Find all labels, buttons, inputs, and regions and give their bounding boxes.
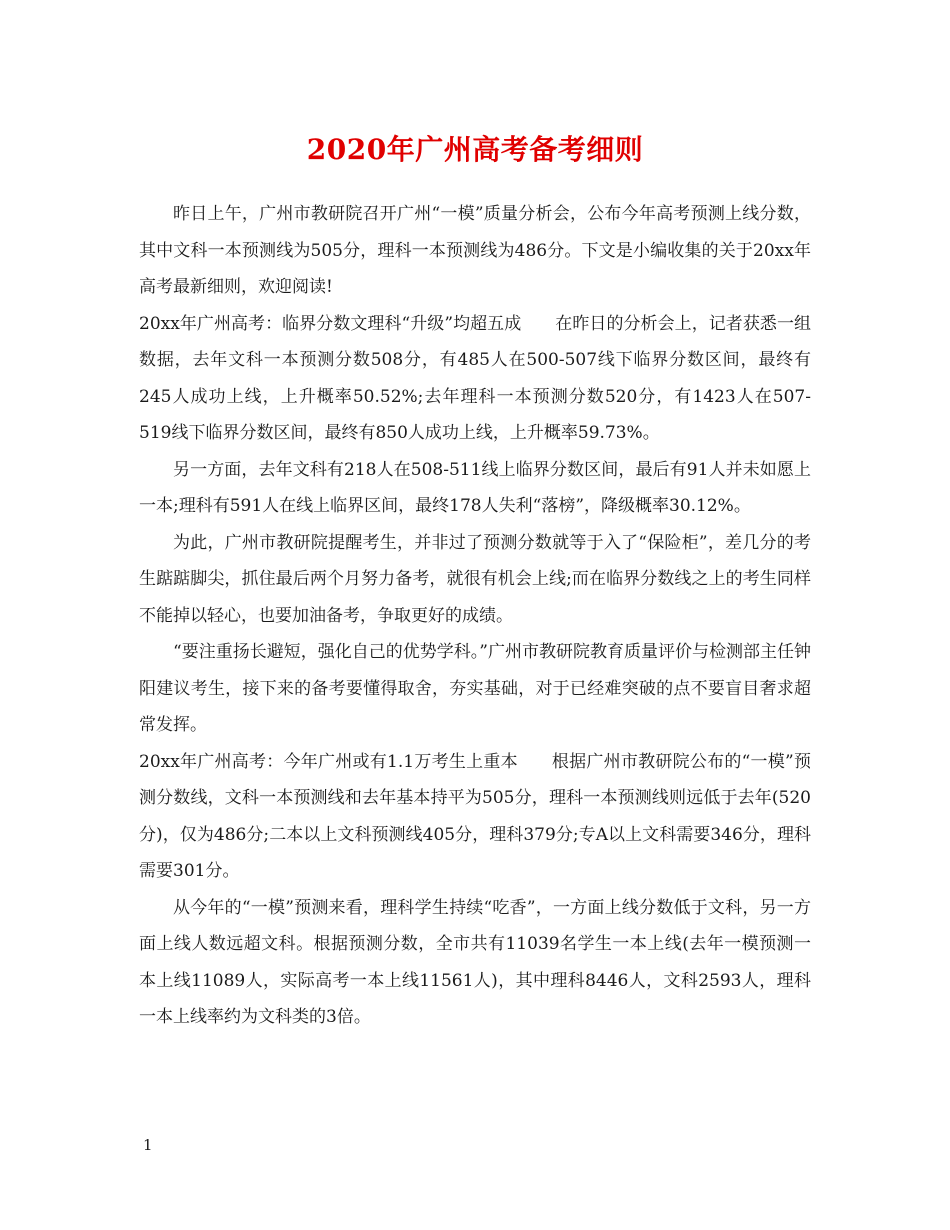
paragraph-text: 在昨日的分析会上，记者获悉一组数据，去年文科一本预测分数508分，有485人在500-507线下临界分数区间，最终有245人成功上线，上升概率50.52%;去年理科一本预测分数520分，有1423人在507-519线下临界分数区间，最终有850人成功上线，上升概率59.73%。 xyxy=(139,313,811,443)
paragraph-text: 另一方面，去年文科有218人在508-511线上临界分数区间，最后有91人并未如愿上一本;理科有591人在线上临界区间，最终178人失利“落榜”，降级概率30.12%。 xyxy=(139,459,811,516)
document-body xyxy=(139,196,811,1036)
paragraph-text: 昨日上午，广州市教研院召开广州“一模”质量分析会，公布今年高考预测上线分数，其中文科一本预测线为505分，理科一本预测线为486分。下文是小编收集的关于20xx年高考最新细则，欢迎阅读! xyxy=(139,204,811,297)
section-heading: 20xx年广州高考：临界分数文理科“升级”均超五成 xyxy=(139,313,522,334)
paragraph-text: 根据广州市教研院公布的“一模”预测分数线，文科一本预测线和去年基本持平为505分，理科一本预测线则远低于去年(520分)，仅为486分;二本以上文科预测线405分，理科379分;专A以上文科需要346分，理科需要301分。 xyxy=(139,751,811,881)
paragraph-other-side xyxy=(139,452,811,525)
paragraph-section-1 xyxy=(139,306,811,452)
paragraph-quote xyxy=(139,634,811,744)
paragraph-text: 从今年的“一模”预测来看，理科学生持续“吃香”，一方面上线分数低于文科，另一方面上线人数远超文科。根据预测分数，全市共有11039名学生一本上线(去年一模预测一本上线11089人，实际高考一本上线11561人)，其中理科8446人，文科2593人，理科一本上线率约为文科类的3倍。 xyxy=(139,897,811,1027)
section-heading: 20xx年广州高考：今年广州或有1.1万考生上重本 xyxy=(139,751,518,772)
paragraph-forecast xyxy=(139,890,811,1036)
paragraph-text: “要注重扬长避短，强化自己的优势学科。”广州市教研院教育质量评价与检测部主任钟阳建议考生，接下来的备考要懂得取舍，夯实基础，对于已经难突破的点不要盲目奢求超常发挥。 xyxy=(139,642,811,735)
paragraph-text: 为此，广州市教研院提醒考生，并非过了预测分数就等于入了“保险柜”，差几分的考生踮踮脚尖，抓住最后两个月努力备考，就很有机会上线;而在临界分数线之上的考生同样不能掉以轻心，也要加油备考，争取更好的成绩。 xyxy=(139,532,811,626)
paragraph-reminder xyxy=(139,525,811,635)
paragraph-section-2 xyxy=(139,744,811,890)
page-title: 2020年广州高考备考细则 xyxy=(306,133,644,166)
paragraph-intro xyxy=(139,196,811,306)
page-number: 1 xyxy=(143,1136,153,1154)
